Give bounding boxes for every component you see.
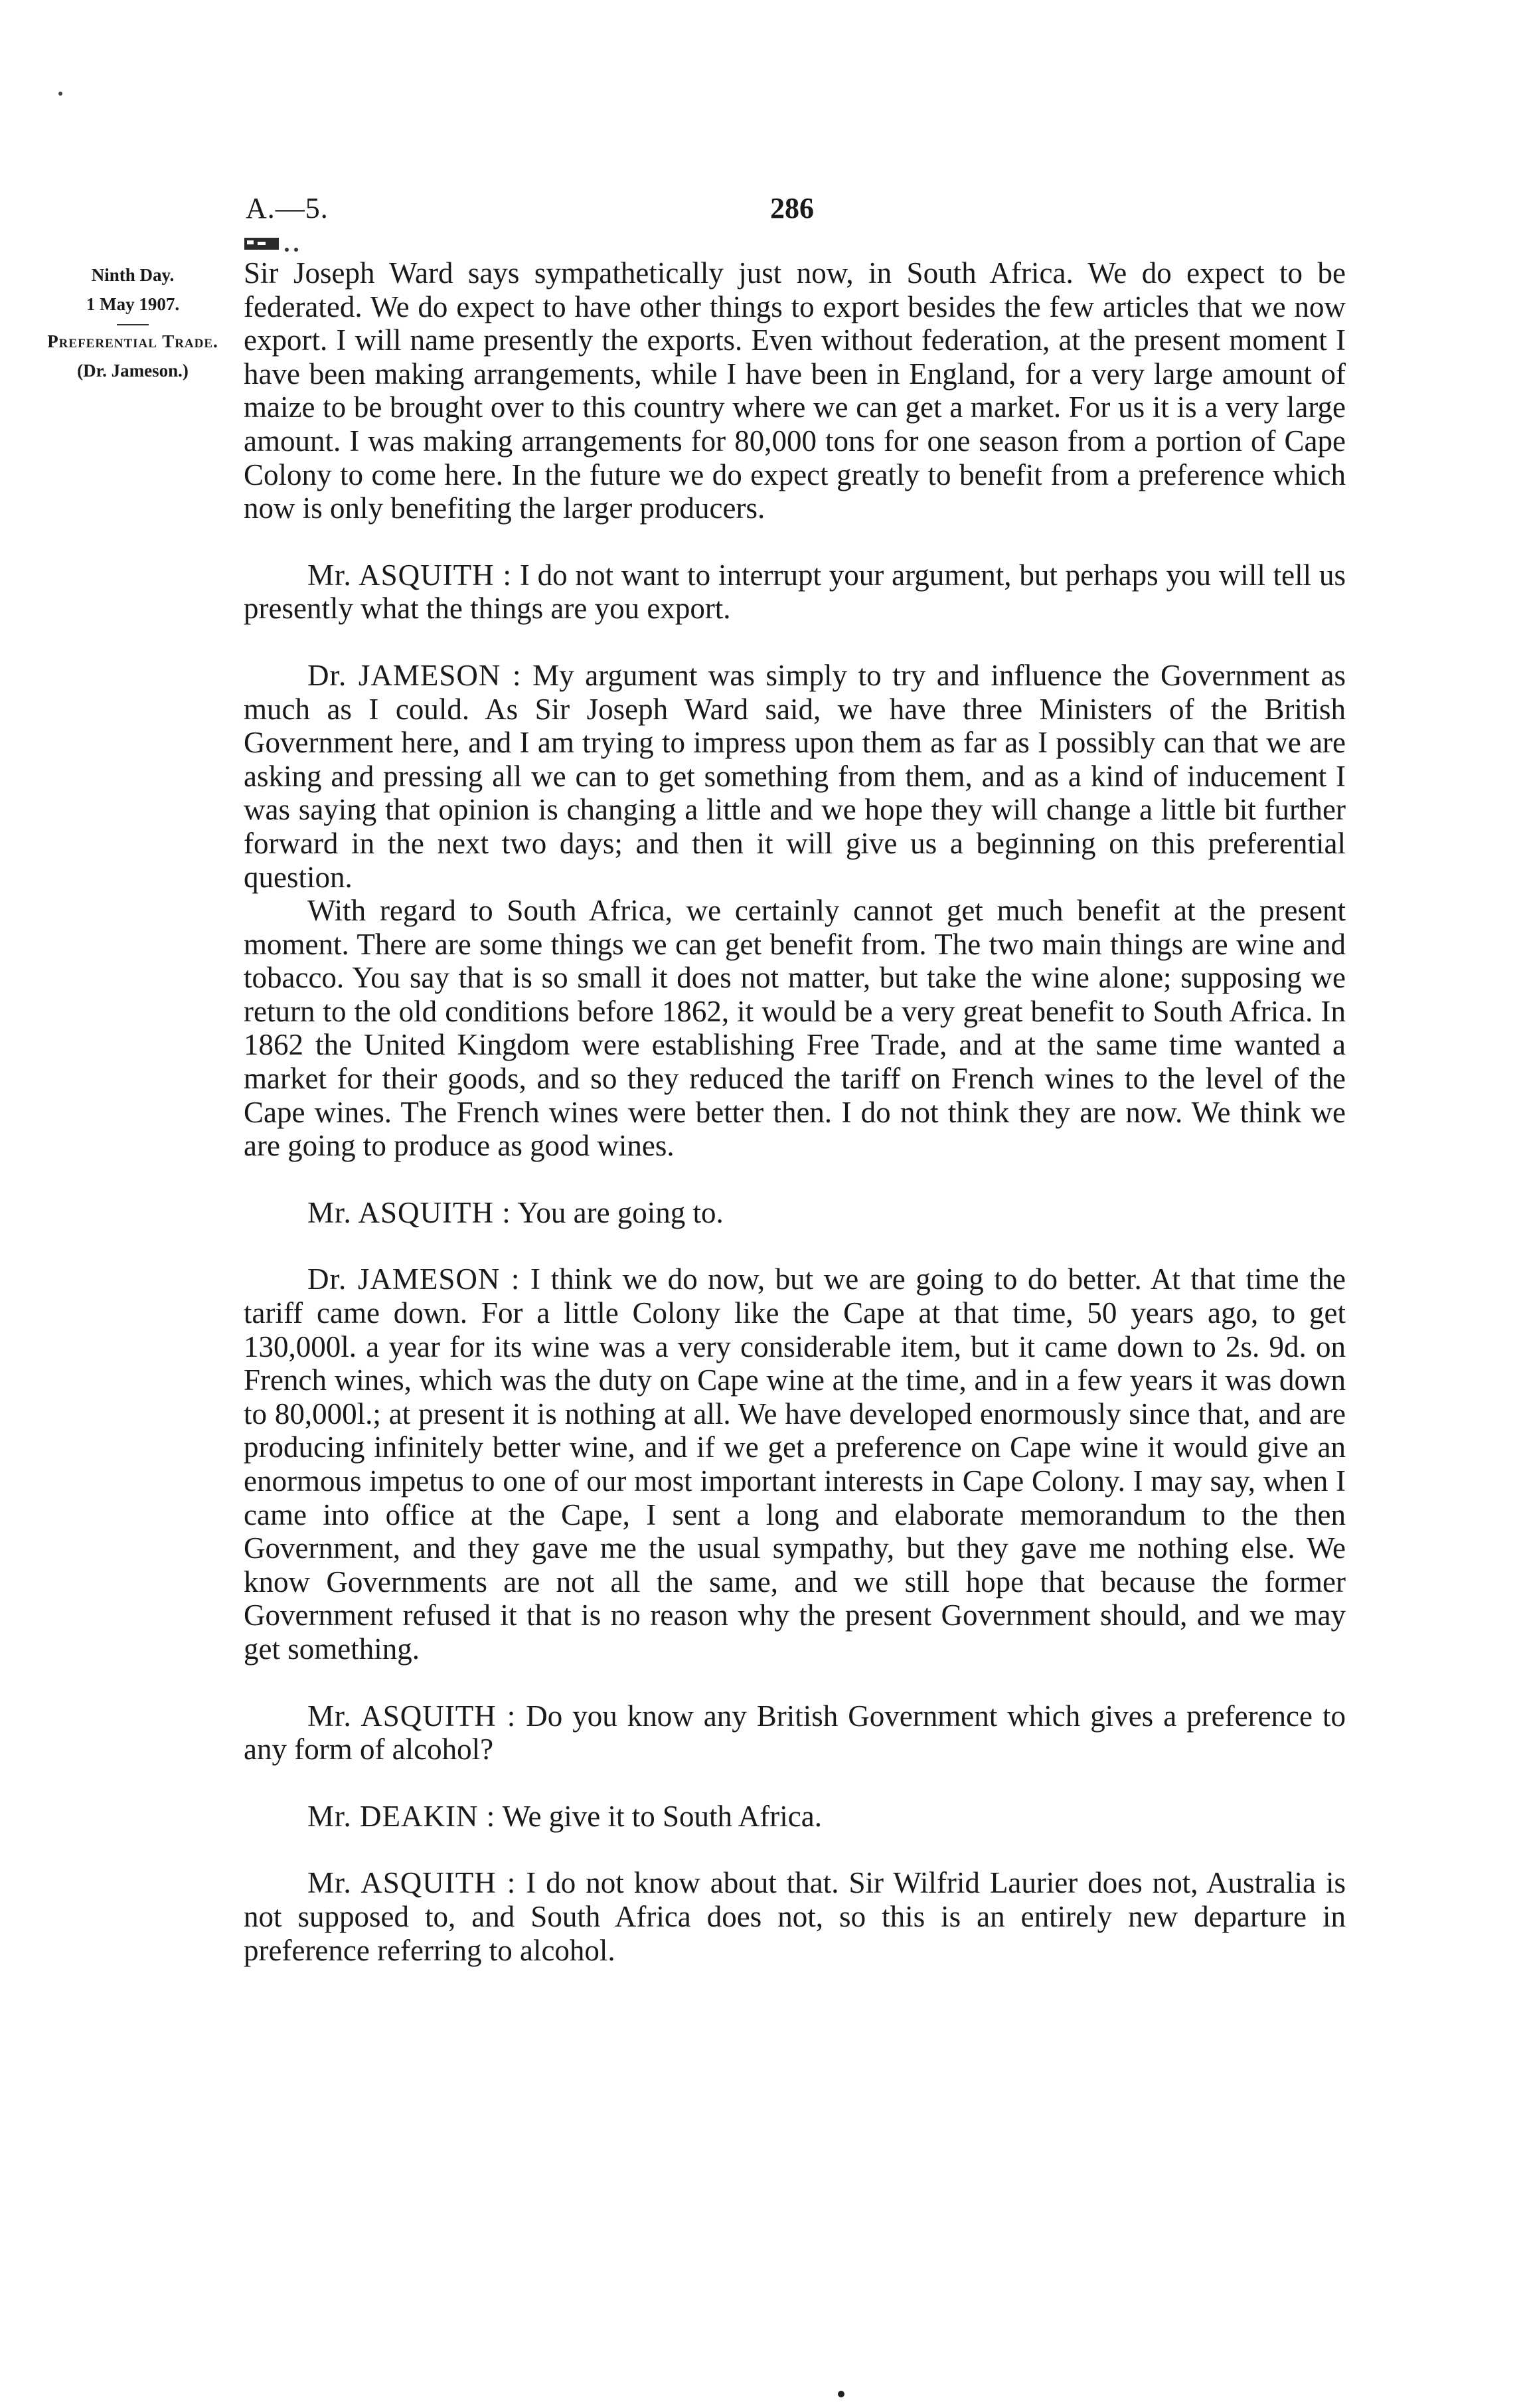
stray-mark (58, 92, 62, 96)
ink-blot-mark (243, 235, 304, 255)
speaker-label: Mr. ASQUITH : (307, 1195, 511, 1229)
speaker-label: Mr. ASQUITH : (307, 1699, 517, 1733)
footer-mark (838, 2391, 844, 2397)
paragraph-text: We give it to South Africa. (502, 1799, 822, 1833)
speaker-label: Dr. JAMESON : (307, 658, 522, 692)
paragraph-text: Do you know any British Government which gives a preference to any form of alcohol? (244, 1699, 1346, 1766)
paragraph (244, 894, 1346, 1163)
margin-rule (117, 324, 149, 325)
paragraph (244, 1262, 1346, 1666)
paragraph-text: My argument was simply to try and influence the Government as much as I could. As Sir Joseph Ward said, we have three Ministers of the British Government here, and I am trying to impress upon them as far as I possibly can that we are asking and pressing all we can to get something from them, and as a kind of inducement I was saying that opinion is changing a little and we hope they will change a little bit further forward in the next two days; and then it will give us a beginning on this preferential question. (244, 658, 1346, 894)
page-header (246, 191, 1348, 231)
speaker-label: Mr. ASQUITH : (307, 558, 512, 592)
paragraph (244, 256, 1346, 525)
paragraph-text: You are going to. (517, 1195, 724, 1229)
paragraph (244, 559, 1346, 626)
speaker-label: Mr. ASQUITH : (307, 1866, 517, 1900)
paragraph (244, 659, 1346, 894)
paragraph (244, 1800, 1346, 1834)
margin-notes (46, 260, 219, 385)
section-reference: A.—5. (246, 192, 329, 224)
transcript-body (244, 256, 1346, 1967)
speaker-label: Dr. JAMESON : (307, 1262, 520, 1296)
paragraph (244, 1699, 1346, 1766)
paragraph-text: I think we do now, but we are going to do better. At that time the tariff came down. For a little Colony like the Cape at that time, 50 years ago, to get 130,000l. a year for its wine was a very considerable item, but it came down to 2s. 9d. on French wines, which was the duty on Cape wine at the time, and in a few years it was down to 80,000l.; at present it is nothing at all. We have developed enormously since that, and are producing infinitely better wine, and if we get a preference on Cape wine it would give an enormous impetus to one of our most important interests in Cape Colony. I may say, when I came into office at the Cape, I sent a long and elaborate memorandum to the then Government, and they gave me the usual sympathy, but they gave me nothing else. We know Governments are not all the same, and we still hope that because the former Government refused it that is no reason why the present Government should, and we may get something. (244, 1262, 1346, 1666)
page-number: 286 (770, 192, 814, 224)
margin-speaker: (Dr. Jameson.) (77, 361, 189, 381)
paragraph (244, 1196, 1346, 1230)
paragraph-text: I do not want to interrupt your argument, but perhaps you will tell us presently what the things are you export. (244, 558, 1346, 626)
margin-topic: Preferential Trade. (47, 331, 218, 351)
paragraph-text: I do not know about that. Sir Wilfrid Laurier does not, Australia is not supposed to, and South Africa does not, so this is an entirely new departure in preference referring to alcohol. (244, 1866, 1346, 1967)
margin-date: 1 May 1907. (86, 294, 180, 314)
margin-day: Ninth Day. (91, 265, 175, 285)
paragraph (244, 1866, 1346, 1967)
speaker-label: Mr. DEAKIN : (307, 1799, 496, 1833)
paragraph-text: With regard to South Africa, we certainly cannot get much benefit at the present moment. There are some things we can get benefit from. The two main things are wine and tobacco. You say that is so small it does not matter, but take the wine alone; supposing we return to the old conditions before 1862, it would be a very great benefit to South Africa. In 1862 the United Kingdom were establishing Free Trade, and at the same time wanted a market for their goods, and so they reduced the tariff on French wines to the level of the Cape wines. The French wines were better then. I do not think they are now. We think we are going to produce as good wines. (244, 894, 1346, 1163)
paragraph-text: Sir Joseph Ward says sympathetically just now, in South Africa. We do expect to be federated. We do expect to have other things to export besides the few articles that we now export. I will name presently the exports. Even without federation, at the present moment I have been making arrangements, while I have been in England, for a very large amount of maize to be brought over to this country where we can get a market. For us it is a very large amount. I was making arrangements for 80,000 tons for one season from a portion of Cape Colony to come here. In the future we do expect greatly to benefit from a preference which now is only benefiting the larger producers. (244, 256, 1346, 525)
